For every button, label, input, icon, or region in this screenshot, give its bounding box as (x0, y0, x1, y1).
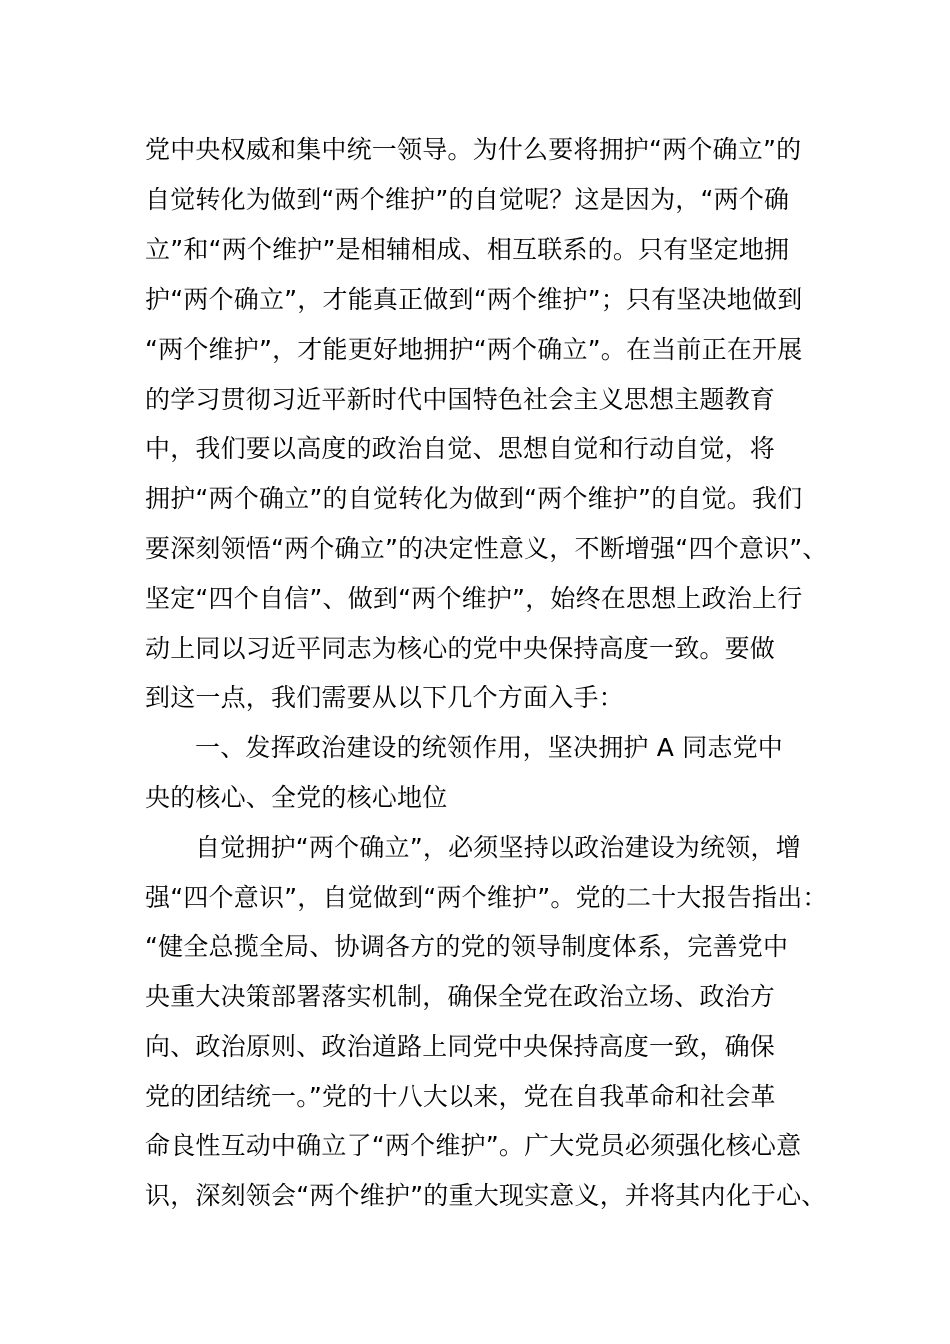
section-heading-line: 央的核心、全党的核心地位 (145, 783, 448, 812)
text-line: 护“两个确立”，才能真正做到“两个维护”；只有坚决地做到 (145, 285, 803, 314)
text-line: 识，深刻领会“两个维护”的重大现实意义，并将其内化于心、 (145, 1181, 827, 1210)
text-line: 的学习贯彻习近平新时代中国特色社会主义思想主题教育 (145, 385, 776, 414)
text-line: “两个维护”，才能更好地拥护“两个确立”。在当前正在开展 (145, 335, 803, 364)
text-line: 自觉拥护“两个确立”，必须坚持以政治建设为统领，增 (195, 833, 801, 862)
text-line: “健全总揽全局、协调各方的党的领导制度体系，完善党中 (145, 932, 789, 961)
text-line: 坚定“四个自信”、做到“两个维护”，始终在思想上政治上行 (145, 584, 803, 613)
text-line: 命良性互动中确立了“两个维护”。广大党员必须强化核心意 (145, 1131, 802, 1160)
section-heading-line: 一、发挥政治建设的统领作用，坚决拥护 A 同志党中 (195, 733, 783, 762)
text-line: 党中央权威和集中统一领导。为什么要将拥护“两个确立”的 (145, 135, 802, 164)
text-line: 向、政治原则、政治道路上同党中央保持高度一致，确保 (145, 1032, 776, 1061)
text-line: 拥护“两个确立”的自觉转化为做到“两个维护”的自觉。我们 (145, 484, 803, 513)
text-line: 中，我们要以高度的政治自觉、思想自觉和行动自觉，将 (145, 434, 776, 463)
text-line: 央重大决策部署落实机制，确保全党在政治立场、政治方 (145, 982, 776, 1011)
text-line: 到这一点，我们需要从以下几个方面入手： (145, 683, 624, 712)
text-line: 要深刻领悟“两个确立”的决定性意义，不断增强“四个意识”、 (145, 534, 828, 563)
text-line: 强“四个意识”，自觉做到“两个维护”。党的二十大报告指出： (145, 883, 828, 912)
text-line: 立”和“两个维护”是相辅相成、相互联系的。只有坚定地拥 (145, 235, 790, 264)
text-line: 自觉转化为做到“两个维护”的自觉呢？这是因为，“两个确 (145, 185, 790, 214)
text-line: 动上同以习近平同志为核心的党中央保持高度一致。要做 (145, 634, 776, 663)
text-line: 党的团结统一。”党的十八大以来，党在自我革命和社会革 (145, 1082, 776, 1111)
